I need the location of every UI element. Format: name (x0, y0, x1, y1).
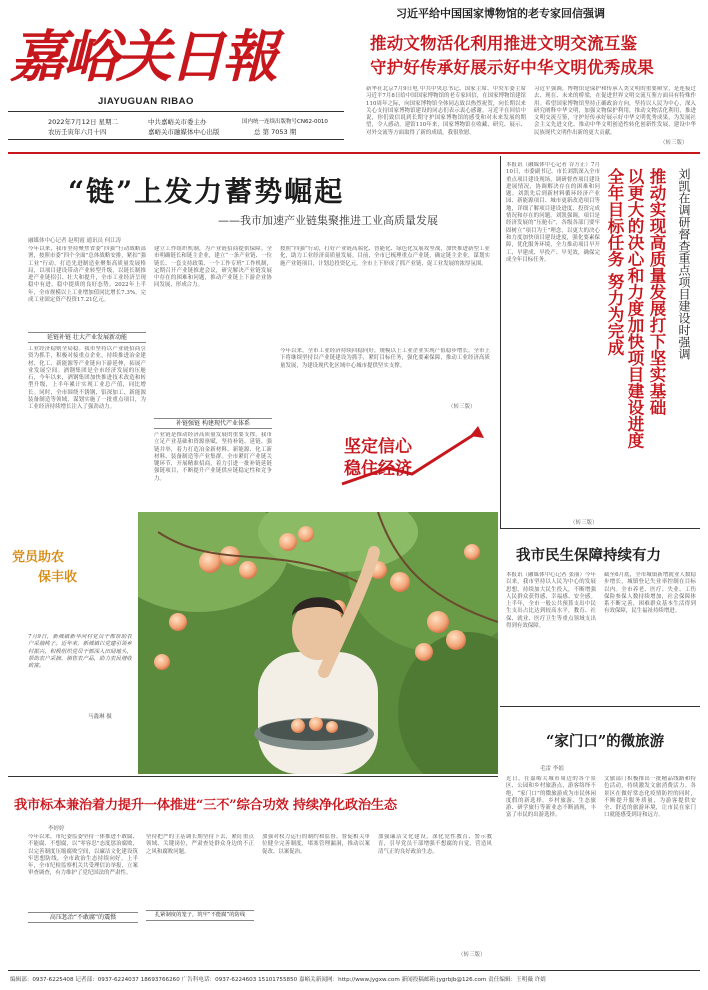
lead-story-byline: 融媒体中心记者 赵明霞 通讯员 何江涛 (28, 238, 122, 244)
right-column-body: 本报讯（融媒体中心记者 谷方正）7月10日，市委副书记、市长刘凯深入全市重点项目建设现场，调研督查项目建设进展情况，协调解决存在的困难和问题。刘凯先后到新材料循环经济产业园、新能源项目、城市更新改造项目等地，详细了解项目建设进度、投资完成情况和存在的问题。刘凯强调，项目是经济发展的“压舱石”，各级各部门要牢固树立“项目为王”理念，以更大的决心和力度加快项目建设进度，强化要素保障，优化服务环境，全力推动项目早开工、早建成、早投产、早见效，确保完成全年目标任务。 (506, 162, 600, 263)
livelihood-body-right: 截至6月底，全市城镇新增就业人数稳步增长，城镇登记失业率控制在目标以内。全市养老、医疗、失业、工伤保险参保人数持续增加，社会保障体系不断完善，困难群众基本生活得到有效保障，民生福祉持续增进。 (604, 572, 696, 615)
bottom-col-1: 今年以来，市纪委监委坚持一体推进不敢腐、不能腐、不想腐，以“零容忍”态度惩治腐败，以完善制度压缩腐败空间，以廉洁文化建设筑牢思想防线，全市政治生态持续向好。上半年，全市纪检监察机关共受理信访举报，立案审查调查，有力维护了党纪国法的严肃性。 (28, 834, 138, 877)
micro-tour-story (500, 706, 700, 962)
micro-tour-byline: 毛雷 李娟 (540, 766, 564, 772)
photo-label-1: 党员助农 (12, 550, 65, 565)
bottom-col-4: 加强廉洁文化建设，深化党性教育、警示教育，引导党员干部增强不想腐的自觉，营造风清气正的良好政治生态。 (378, 834, 492, 855)
right-column-headline-2[interactable]: 全年目标任务 努力为完成 (605, 168, 624, 356)
masthead-pinyin: JIAYUGUAN RIBAO (98, 96, 194, 107)
bottom-story-continued: （转三版） (458, 952, 486, 958)
top-story-headline-1[interactable]: 推动文物活化利用推进文明交流互鉴 (370, 34, 638, 53)
top-story-kicker: 习近平给中国国家博物馆的老专家回信强调 (396, 7, 605, 20)
bottom-story (8, 776, 498, 964)
issue-number: 总 第 7053 期 (254, 128, 297, 136)
top-story-headline-2[interactable]: 守护好传承好展示好中华文明优秀成果 (370, 58, 654, 77)
issue-date: 2022年7月12日 星期二 (48, 118, 119, 126)
top-story (356, 0, 702, 152)
top-story-body-left: 新华社北京7月9日电 中共中央总书记、国家主席、中央军委主席习近平7月8日给中国国家博物馆的老专家回信，在国家博物馆建馆110周年之际，向国家博物馆全体同志致以热烈祝贺，向长期以来关心支持国家博物馆建设的同志们表示衷心感谢。习近平在回信中说，你们致信说到长期守护国家博物馆的感受和对未来发展的期望，令人感动。建馆110年来，国家博物馆在收藏、研究、展示、对外交流等方面取得了新的成绩，我很欣慰。 (366, 86, 526, 136)
lead-story-headline[interactable]: “链”上发力蓄势崛起 (68, 175, 345, 208)
lead-story-subhead: ——我市加速产业链集聚推进工业高质量发展 (218, 214, 438, 227)
photo-block (8, 512, 498, 774)
orchard-photo[interactable] (138, 512, 498, 774)
lead-col-3b: 今年以来，全市工业经济持续回稳向好，规模以上工业企业实现产值稳步增长。全市上下将继续坚持以产业链建设为抓手，紧盯目标任务，强化要素保障，推动工业经济高质量发展，为建设现代化区域中心城市提供坚实支撑。 (280, 348, 490, 369)
lead-col-1-subhead: 延链补链 壮大产业发展新动能 (28, 332, 146, 343)
publisher-line: 中共嘉峪关市委主办 (148, 118, 207, 126)
right-column-vertical-title: 刘凯在调研督查重点项目建设时强调 (677, 168, 691, 360)
lead-col-2-subhead: 补链强链 构建现代产业体系 (154, 418, 272, 429)
micro-tour-body-left: 近日，在嘉峪关城市周边的各个景区、公园和乡村旅游点，游客络绎不绝，“家门口”的微旅游成为市民休闲度假的新选择。乡村旅游、生态旅游、研学旅行等新业态不断涌现，丰富了市民的出游选择。 (506, 776, 596, 819)
photo-caption: 7月9日，新城镇新华河村党员干部帮助农户采摘桃子。近年来，新城镇以党建引领乡村振兴，积极组织党员干部深入田间地头，帮助农户采摘、销售农产品，助力农民增收致富。 (28, 634, 132, 670)
bottom-story-byline: 李婷婷 (48, 826, 65, 832)
lead-col-3: 按照“四强”行动，打好产业链高端化、智能化、绿色化发展攻坚战，加快推进新型工业化，助力工业经济高质量发展。目前，全市已梳理重点产业链，确定链主企业，谋划实施产业链项目，计划总投资亿元，全市上下形成了抓产业链、促工业发展的浓厚氛围。 (280, 246, 490, 267)
lead-col-1b: 工业经济稳则全局稳。我市坚持以产业链招商引资为抓手，积极对接重点企业，持续推进冶金建材、化工、新能源等产业链向下游延伸，拓展产业发展空间。酒钢集团是全市经济发展的压舱石，今年以来，酒钢集团加快推进技术改造和转型升级，上半年累计实现工业总产值，同比增长。同时，全市围绕不锈钢、铝深加工、新能源装备制造等领域，谋划实施了一批重点项目，为工业经济持续增长注入了强劲动力。 (28, 346, 146, 411)
top-story-continued: （转三版） (660, 140, 688, 146)
bottom-col-1-subhead: 高压惩治“不敢腐”的震慑 (28, 912, 138, 923)
stabilize-economy-badge (338, 424, 488, 488)
badge-line-2: 稳住经济 (344, 459, 412, 479)
right-column-headline-1[interactable]: 以更大的决心和力度加快项目建设进度 (625, 168, 644, 449)
footer-contact-line: 编辑部：0937-6225408 记者部：0937-6224037 18693766260 广告科电话：0937-6224603 15101755850 嘉峪关新闻网：http://www.jygxw.com 新闻投稿邮箱:jygrbjb@126.com 责任编辑：王明薇 许婧 (10, 977, 546, 983)
badge-line-1: 坚定信心 (344, 437, 412, 457)
top-story-body-right: 习近平强调，博物馆是保护和传承人类文明的重要殿堂，是连接过去、现在、未来的桥梁，在促进世界文明交流互鉴方面具有特殊作用。希望国家博物馆坚持正确政治方向，坚持以人民为中心，深入研究阐释中华文明，加强文物保护利用，推动文物活化利用，推进文明交流互鉴，守护好传承好展示好中华文明优秀成果，为发展社会主义先进文化、推动中华文明创造性转化创新性发展、建设中华民族现代文明作出新的更大贡献。 (534, 86, 696, 136)
lunar-date: 农历壬寅年六月十四 (48, 128, 107, 136)
bottom-col-3: 加强对权力运行的制约和监督，督促相关单位健全完善制度，堵塞管理漏洞，推动以案促改、以案促治。 (262, 834, 370, 855)
bottom-story-headline[interactable]: 我市标本兼治着力提升一体推进“三不”综合功效 持续净化政治生态 (14, 798, 397, 813)
livelihood-story (500, 528, 700, 704)
right-column-story (500, 156, 700, 528)
right-column-headline-3[interactable]: 推动实现高质量发展打下坚实基础 (647, 168, 666, 416)
photo-credit: 马鑫琳 摄 (88, 714, 112, 720)
masthead-title: 嘉峪关日報 (10, 24, 275, 90)
cn-number: 国内统一连续出版物号CN62-0010 (242, 119, 328, 125)
right-column-continued: （转三版） (570, 520, 598, 526)
lead-story-continued: （转三版） (448, 404, 476, 410)
lead-col-1: 今年以来，我市坚持聚焦省委“四强”行动战略部署，按照市委“四个全面”总体战略安排，紧扣“强工业”行动，打造先进制造业聚集高质量发展格局，以项目建设带动产业转型升级，以链长制推进产业链招引、壮大和提升，全市工业经济呈现稳中有进、稳中提质的良好态势。2022年上半年，全市规模以上工业增加值同比增长7.3%，完成工业固定资产投资17.21亿元。 (28, 246, 146, 304)
bottom-col-2-subhead: 扎紧制度的笼子，筑牢“不能腐”的防线 (146, 910, 254, 921)
micro-tour-body-right: 文旅部门积极推出一批精品线路和特色活动，持续激发文旅消费活力。各景区在做好常态化疫情防控的同时，不断提升服务质量，为游客提供安全、舒适的旅游环境，让市民在家门口就能感受到诗和远方。 (604, 776, 696, 819)
lead-col-2b: 产业链是推动经济高质量发展的重要支撑。我市立足产业基础和资源禀赋，坚持补链、延链、强链并举，着力打造冶金新材料、新能源、化工新材料、装备制造等产业集群。全市紧盯产业链关键环节，开展精准招商，着力引进一批补链延链强链项目，不断提升产业链供应链稳定性和竞争力。 (154, 432, 272, 482)
bottom-col-2: 坚持把严的主基调长期坚持下去，紧盯重点领域、关键岗位，严肃查处群众身边的不正之风和腐败问题。 (146, 834, 254, 855)
lead-story (8, 156, 498, 510)
livelihood-body-left: 本报讯（融媒体中心记者 张丽）今年以来，我市坚持以人民为中心的发展思想，持续加大民生投入，不断增强人民群众获得感、幸福感、安全感。上半年，全市一般公共预算支出中民生支出占比达到较高水平，教育、社保、就业、医疗卫生等重点领域支出得到有效保障。 (506, 572, 596, 630)
photo-label-2: 保丰收 (38, 570, 78, 585)
orchard-photo-art (138, 512, 498, 774)
lead-col-2: 建立工作组织机制，为产业链招商提供保障。全市明确链长和链主企业，建立“一条产业链、一位链长、一套支持政策、一个工作专班”工作机制，定期召开产业链推进会议，研究解决产业链发展中存在的困难和问题，推动产业链上下游企业协同发展，形成合力。 (154, 246, 272, 289)
publisher-line-2: 嘉峪关市融媒体中心出版 (148, 128, 220, 136)
masthead (8, 0, 348, 152)
micro-tour-headline[interactable]: “家门口”的微旅游 (546, 733, 665, 750)
livelihood-headline[interactable]: 我市民生保障持续有力 (516, 547, 661, 564)
